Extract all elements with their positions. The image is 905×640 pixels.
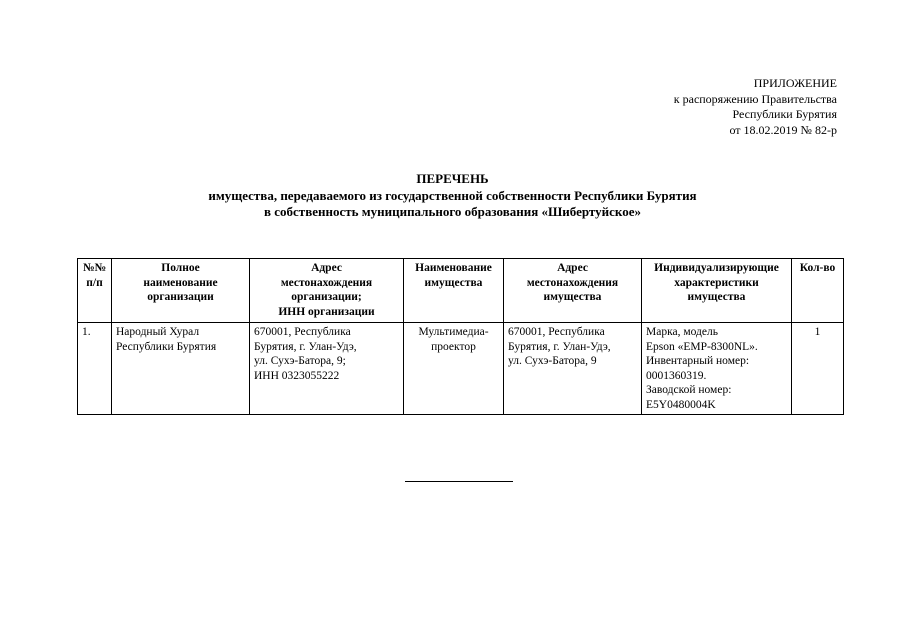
appendix-government: Республики Бурятия bbox=[732, 107, 837, 121]
title-subtitle-line1: имущества, передаваемого из государственной собственности Республики Бурятия bbox=[208, 187, 697, 203]
title-subtitle-line2: в собственность муниципального образования «Шибертуйское» bbox=[264, 204, 641, 219]
table-header-row bbox=[78, 259, 844, 323]
title-heading: ПЕРЕЧЕНЬ bbox=[416, 171, 489, 186]
cell-quantity: 1 bbox=[792, 323, 844, 415]
cell-number: 1. bbox=[78, 323, 112, 415]
cell-property-name: Мультимедиа- проектор bbox=[404, 323, 504, 415]
cell-characteristics: Марка, модель Epson «EMP-8300NL». Инвентарный номер: 0001360319. Заводской номер: E5Y0480004K bbox=[642, 323, 792, 415]
header-property-name: Наименование имущества bbox=[404, 259, 504, 323]
property-table bbox=[77, 258, 844, 415]
appendix-title: ПРИЛОЖЕНИЕ bbox=[753, 76, 837, 90]
header-property-address: Адрес местонахождения имущества bbox=[504, 259, 642, 323]
header-org-address: Адрес местонахождения организации; ИНН организации bbox=[250, 259, 404, 323]
header-number: №№ п/п bbox=[78, 259, 112, 323]
header-characteristics: Индивидуализирующие характеристики имущества bbox=[642, 259, 792, 323]
cell-org-name: Народный Хурал Республики Бурятия bbox=[112, 323, 250, 415]
cell-property-address: 670001, Республика Бурятия, г. Улан-Удэ, ул. Сухэ-Батора, 9 bbox=[504, 323, 642, 415]
appendix-block bbox=[674, 76, 837, 138]
table-row bbox=[78, 323, 844, 415]
appendix-order-ref: к распоряжению Правительства bbox=[673, 91, 837, 106]
header-org-name: Полное наименование организации bbox=[112, 259, 250, 323]
end-divider bbox=[405, 481, 513, 482]
document-title bbox=[0, 171, 905, 221]
cell-org-address: 670001, Республика Бурятия, г. Улан-Удэ, ул. Сухэ-Батора, 9; ИНН 0323055222 bbox=[250, 323, 404, 415]
header-quantity: Кол-во bbox=[792, 259, 844, 323]
appendix-date-number: от 18.02.2019 № 82-р bbox=[729, 122, 837, 137]
